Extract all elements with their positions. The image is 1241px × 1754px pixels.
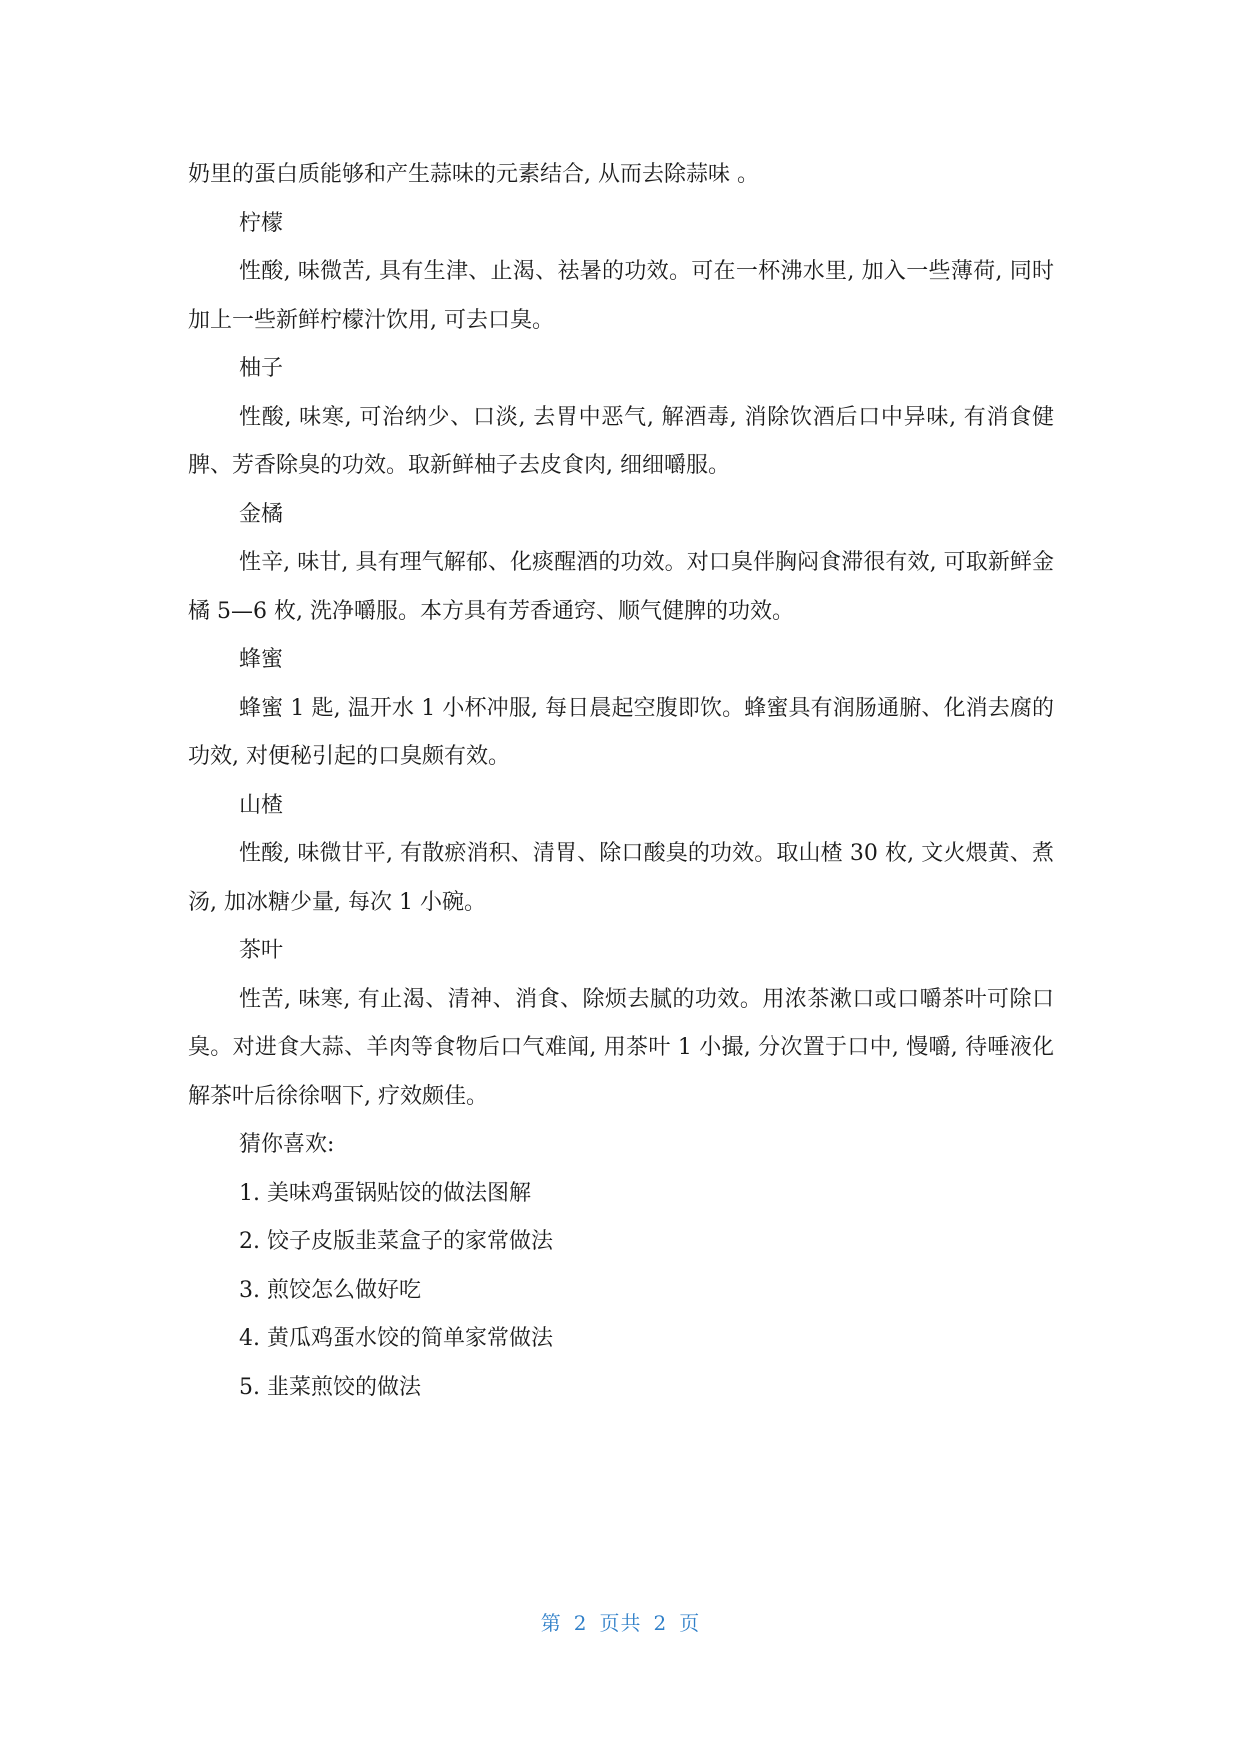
heading-pomelo: 柚子 — [239, 356, 284, 381]
heading-hawthorn: 山楂 — [239, 792, 284, 818]
heading-lemon: 柠檬 — [239, 210, 284, 236]
related-link[interactable]: 3. 煎饺怎么做好吃 — [239, 1277, 421, 1303]
paragraph-garlic-milk: 奶里的蛋白质能够和产生蒜味的元素结合, 从而去除蒜味 。 — [188, 162, 759, 187]
footer-page-end-word: 页 — [679, 1611, 701, 1635]
paragraph-hawthorn: 性酸, 味微甘平, 有散瘀消积、清胃、除口酸臭的功效。取山楂 30 枚, 文火煨黄、煮汤, 加冰糖少量, 每次 1 小碗。 — [188, 841, 1054, 915]
paragraph-pomelo: 性酸, 味寒, 可治纳少、口淡, 去胃中恶气, 解酒毒, 消除饮酒后口中异味, 有消食健脾、芳香除臭的功效。取新鲜柚子去皮食肉, 细细嚼服。 — [188, 404, 1054, 478]
related-heading: 猜你喜欢: — [239, 1132, 335, 1157]
related-link[interactable]: 4. 黄瓜鸡蛋水饺的简单家常做法 — [239, 1326, 553, 1351]
paragraph-lemon: 性酸, 味微苦, 具有生津、止渴、祛暑的功效。可在一杯沸水里, 加入一些薄荷, 同时加上一些新鲜柠檬汁饮用, 可去口臭。 — [188, 259, 1054, 333]
paragraph-kumquat: 性辛, 味甘, 具有理气解郁、化痰醒酒的功效。对口臭伴胸闷食滞很有效, 可取新鲜金橘 5—6 枚, 洗净嚼服。本方具有芳香通窍、顺气健脾的功效。 — [188, 550, 1054, 624]
heading-honey: 蜂蜜 — [239, 647, 284, 672]
related-link[interactable]: 2. 饺子皮版韭菜盒子的家常做法 — [239, 1229, 553, 1254]
heading-kumquat: 金橘 — [239, 501, 284, 527]
footer-page-word: 第 — [540, 1611, 562, 1635]
document-body — [188, 151, 1054, 1412]
paragraph-tea: 性苦, 味寒, 有止渴、清神、消食、除烦去腻的功效。用浓茶漱口或口嚼茶叶可除口臭。对进食大蒜、羊肉等食物后口气难闻, 用茶叶 1 小撮, 分次置于口中, 慢嚼, 待唾液化解茶叶后徐徐咽下, 疗效颇佳。 — [188, 986, 1054, 1109]
footer-page-total-word: 页共 — [599, 1611, 642, 1635]
footer-current-page: 2 — [573, 1611, 588, 1635]
footer-total-pages: 2 — [653, 1611, 668, 1635]
related-link[interactable]: 1. 美味鸡蛋锅贴饺的做法图解 — [239, 1180, 531, 1206]
paragraph-honey: 蜂蜜 1 匙, 温开水 1 小杯冲服, 每日晨起空腹即饮。蜂蜜具有润肠通腑、化消去腐的功效, 对便秘引起的口臭颇有效。 — [188, 695, 1054, 769]
page-footer — [0, 1607, 1241, 1636]
related-link[interactable]: 5. 韭菜煎饺的做法 — [239, 1374, 421, 1400]
heading-tea: 茶叶 — [239, 938, 284, 963]
